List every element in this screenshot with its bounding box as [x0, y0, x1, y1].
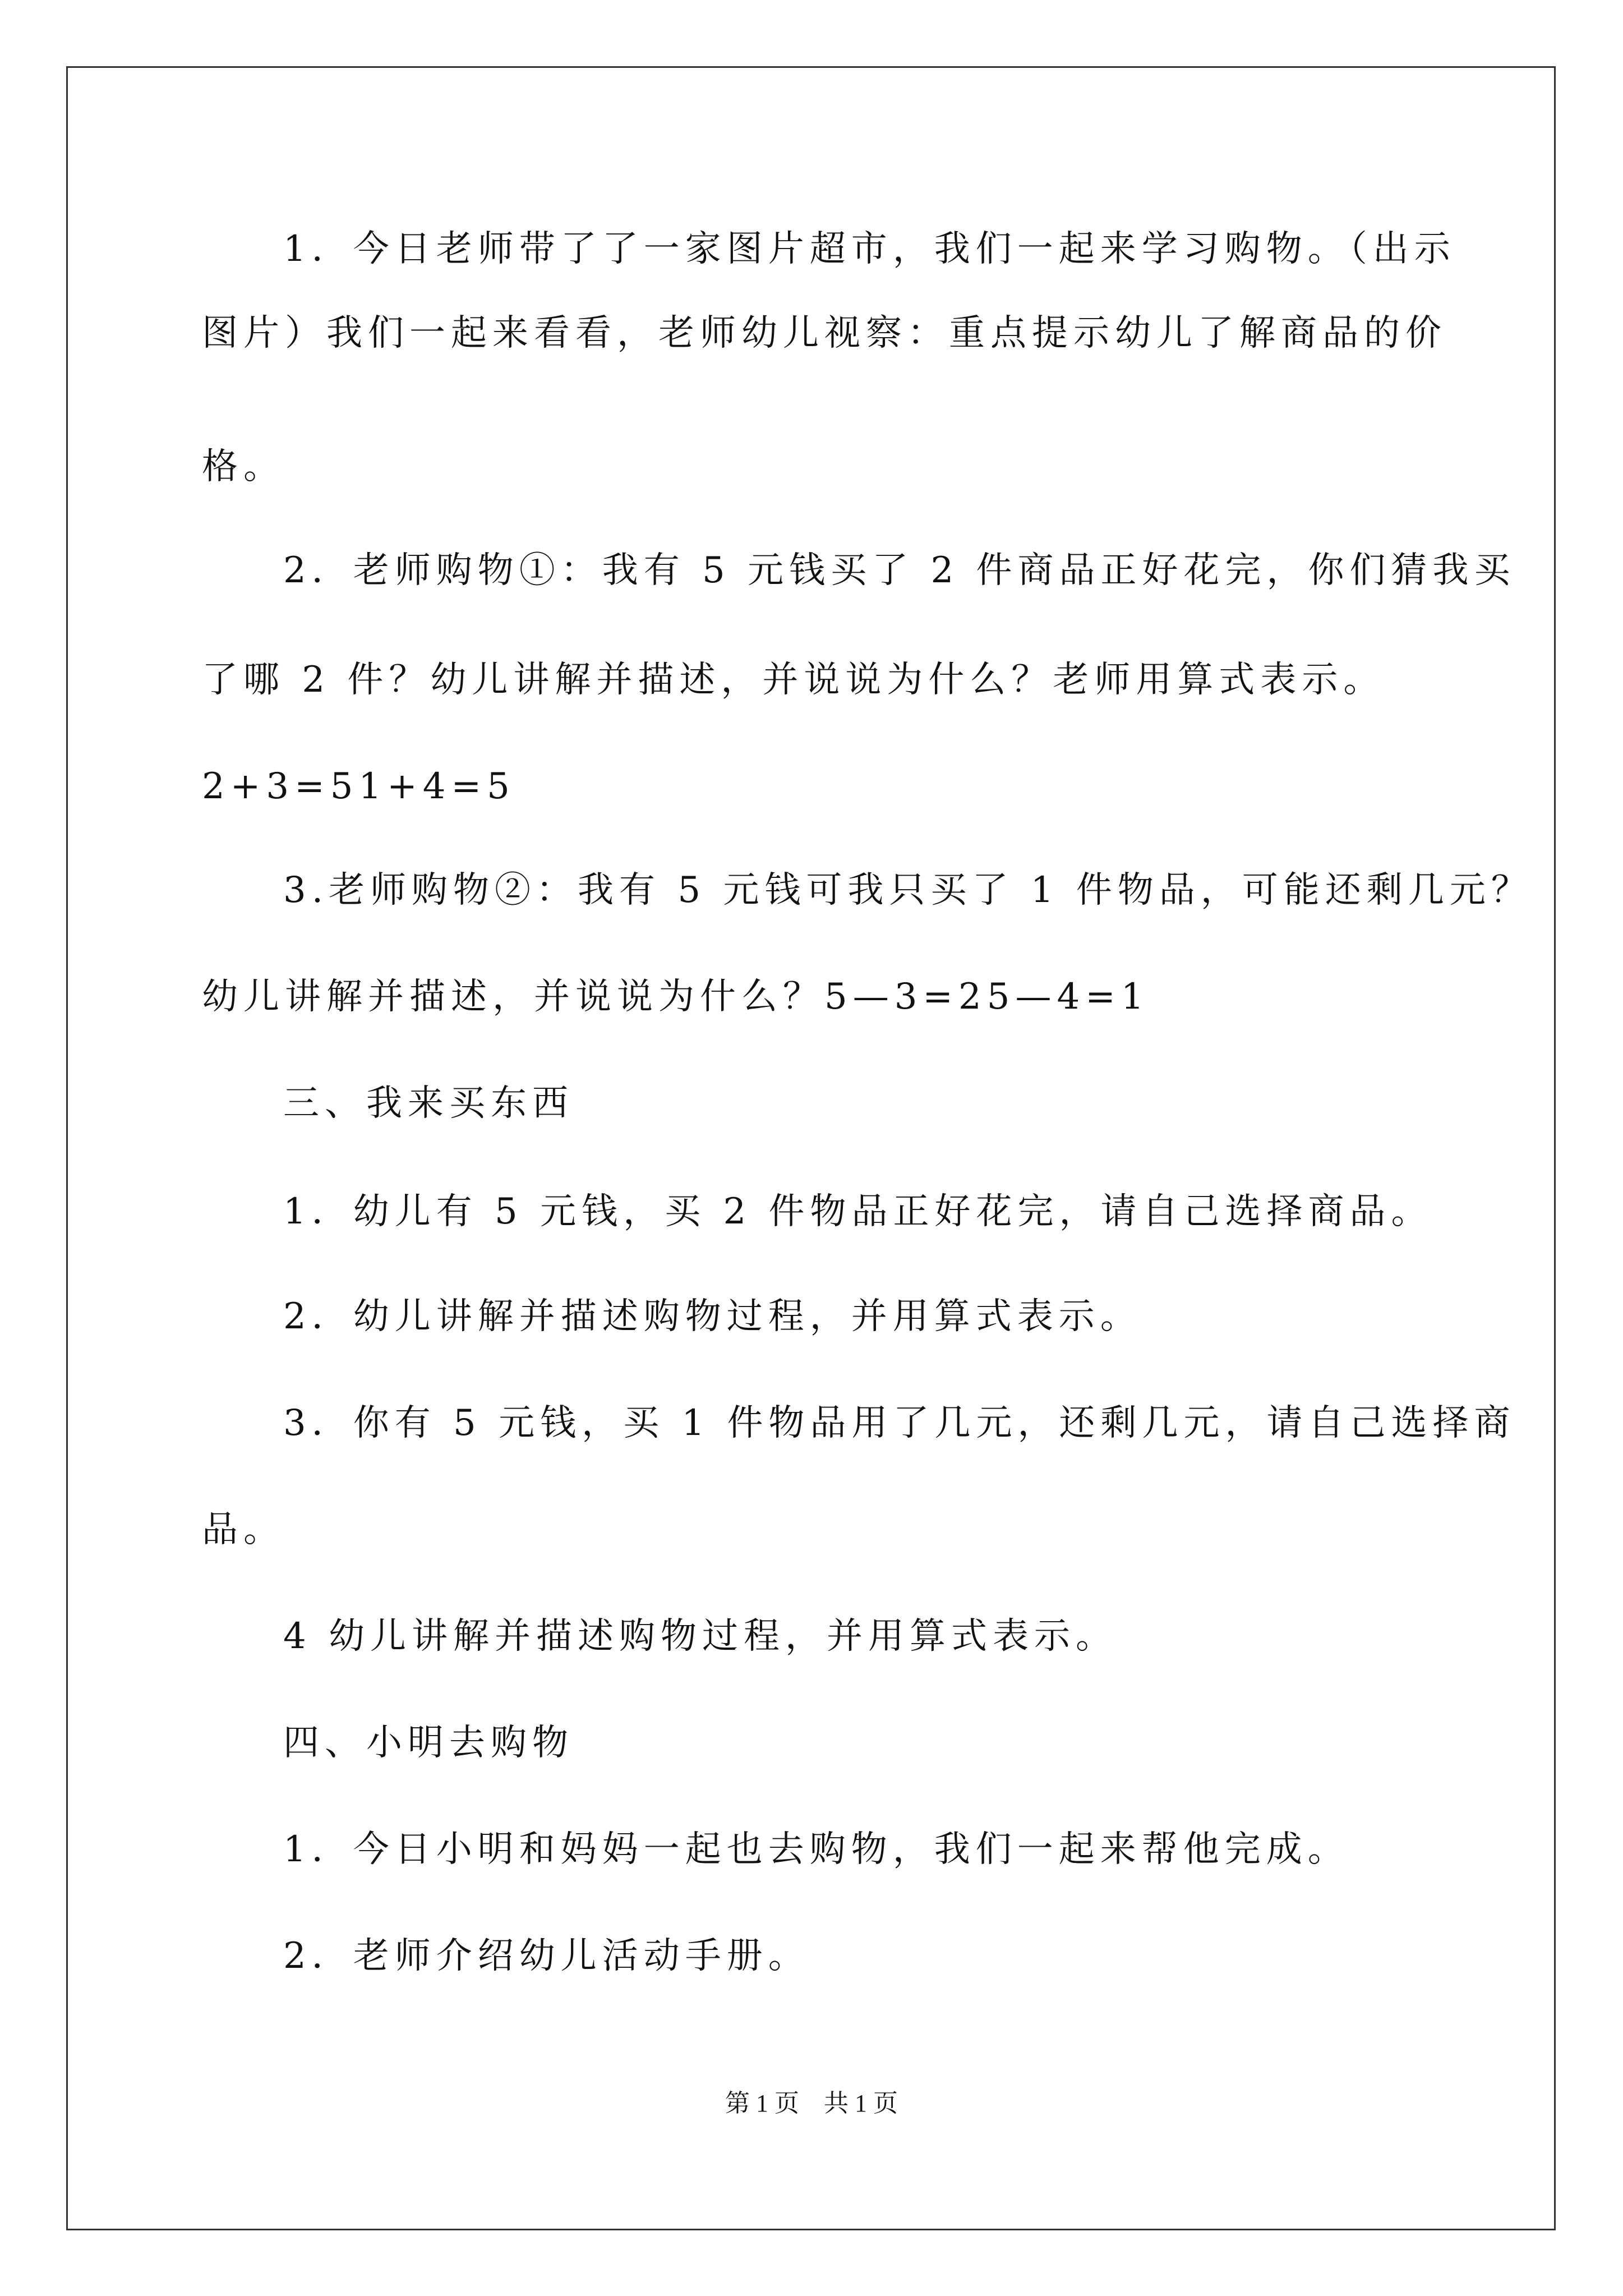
section-heading: 四、小明去购物 — [283, 1722, 574, 1764]
paragraph-line: 1．幼儿有 5 元钱，买 2 件物品正好花完，请自己选择商品。 — [283, 1191, 1433, 1232]
paragraph-line: 3.老师购物②：我有 5 元钱可我只买了 1 件物品，可能还剩几元？ — [283, 869, 1533, 911]
page-number-footer: 第 1 页 共 1 页 — [725, 2090, 898, 2117]
section-heading: 三、我来买东西 — [283, 1083, 574, 1124]
paragraph-line: 幼儿讲解并描述，并说说为什么？5—3=25—4=1 — [202, 976, 1150, 1018]
formula-line: 2+3=51+4=5 — [202, 766, 515, 807]
paragraph-line: 格。 — [202, 446, 285, 487]
paragraph-line: 4 幼儿讲解并描述购物过程，并用算式表示。 — [283, 1616, 1118, 1657]
paragraph-line: 2．老师购物①：我有 5 元钱买了 2 件商品正好花完，你们猜我买 — [283, 550, 1516, 591]
paragraph-line: 2．老师介绍幼儿活动手册。 — [283, 1935, 810, 1977]
paragraph-line: 1．今日老师带了了一家图片超市，我们一起来学习购物。（出示 — [283, 228, 1456, 270]
paragraph-line: 了哪 2 件？幼儿讲解并描述，并说说为什么？老师用算式表示。 — [202, 659, 1385, 701]
paragraph-line: 品。 — [202, 1509, 285, 1550]
paragraph-line: 图片）我们一起来看看，老师幼儿视察：重点提示幼儿了解商品的价 — [202, 312, 1447, 354]
page-border — [66, 66, 1556, 2230]
paragraph-line: 2．幼儿讲解并描述购物过程，并用算式表示。 — [283, 1296, 1142, 1337]
paragraph-line: 1．今日小明和妈妈一起也去购物，我们一起来帮他完成。 — [283, 1829, 1349, 1870]
paragraph-line: 3．你有 5 元钱，买 1 件物品用了几元，还剩几元，请自己选择商 — [283, 1402, 1516, 1444]
